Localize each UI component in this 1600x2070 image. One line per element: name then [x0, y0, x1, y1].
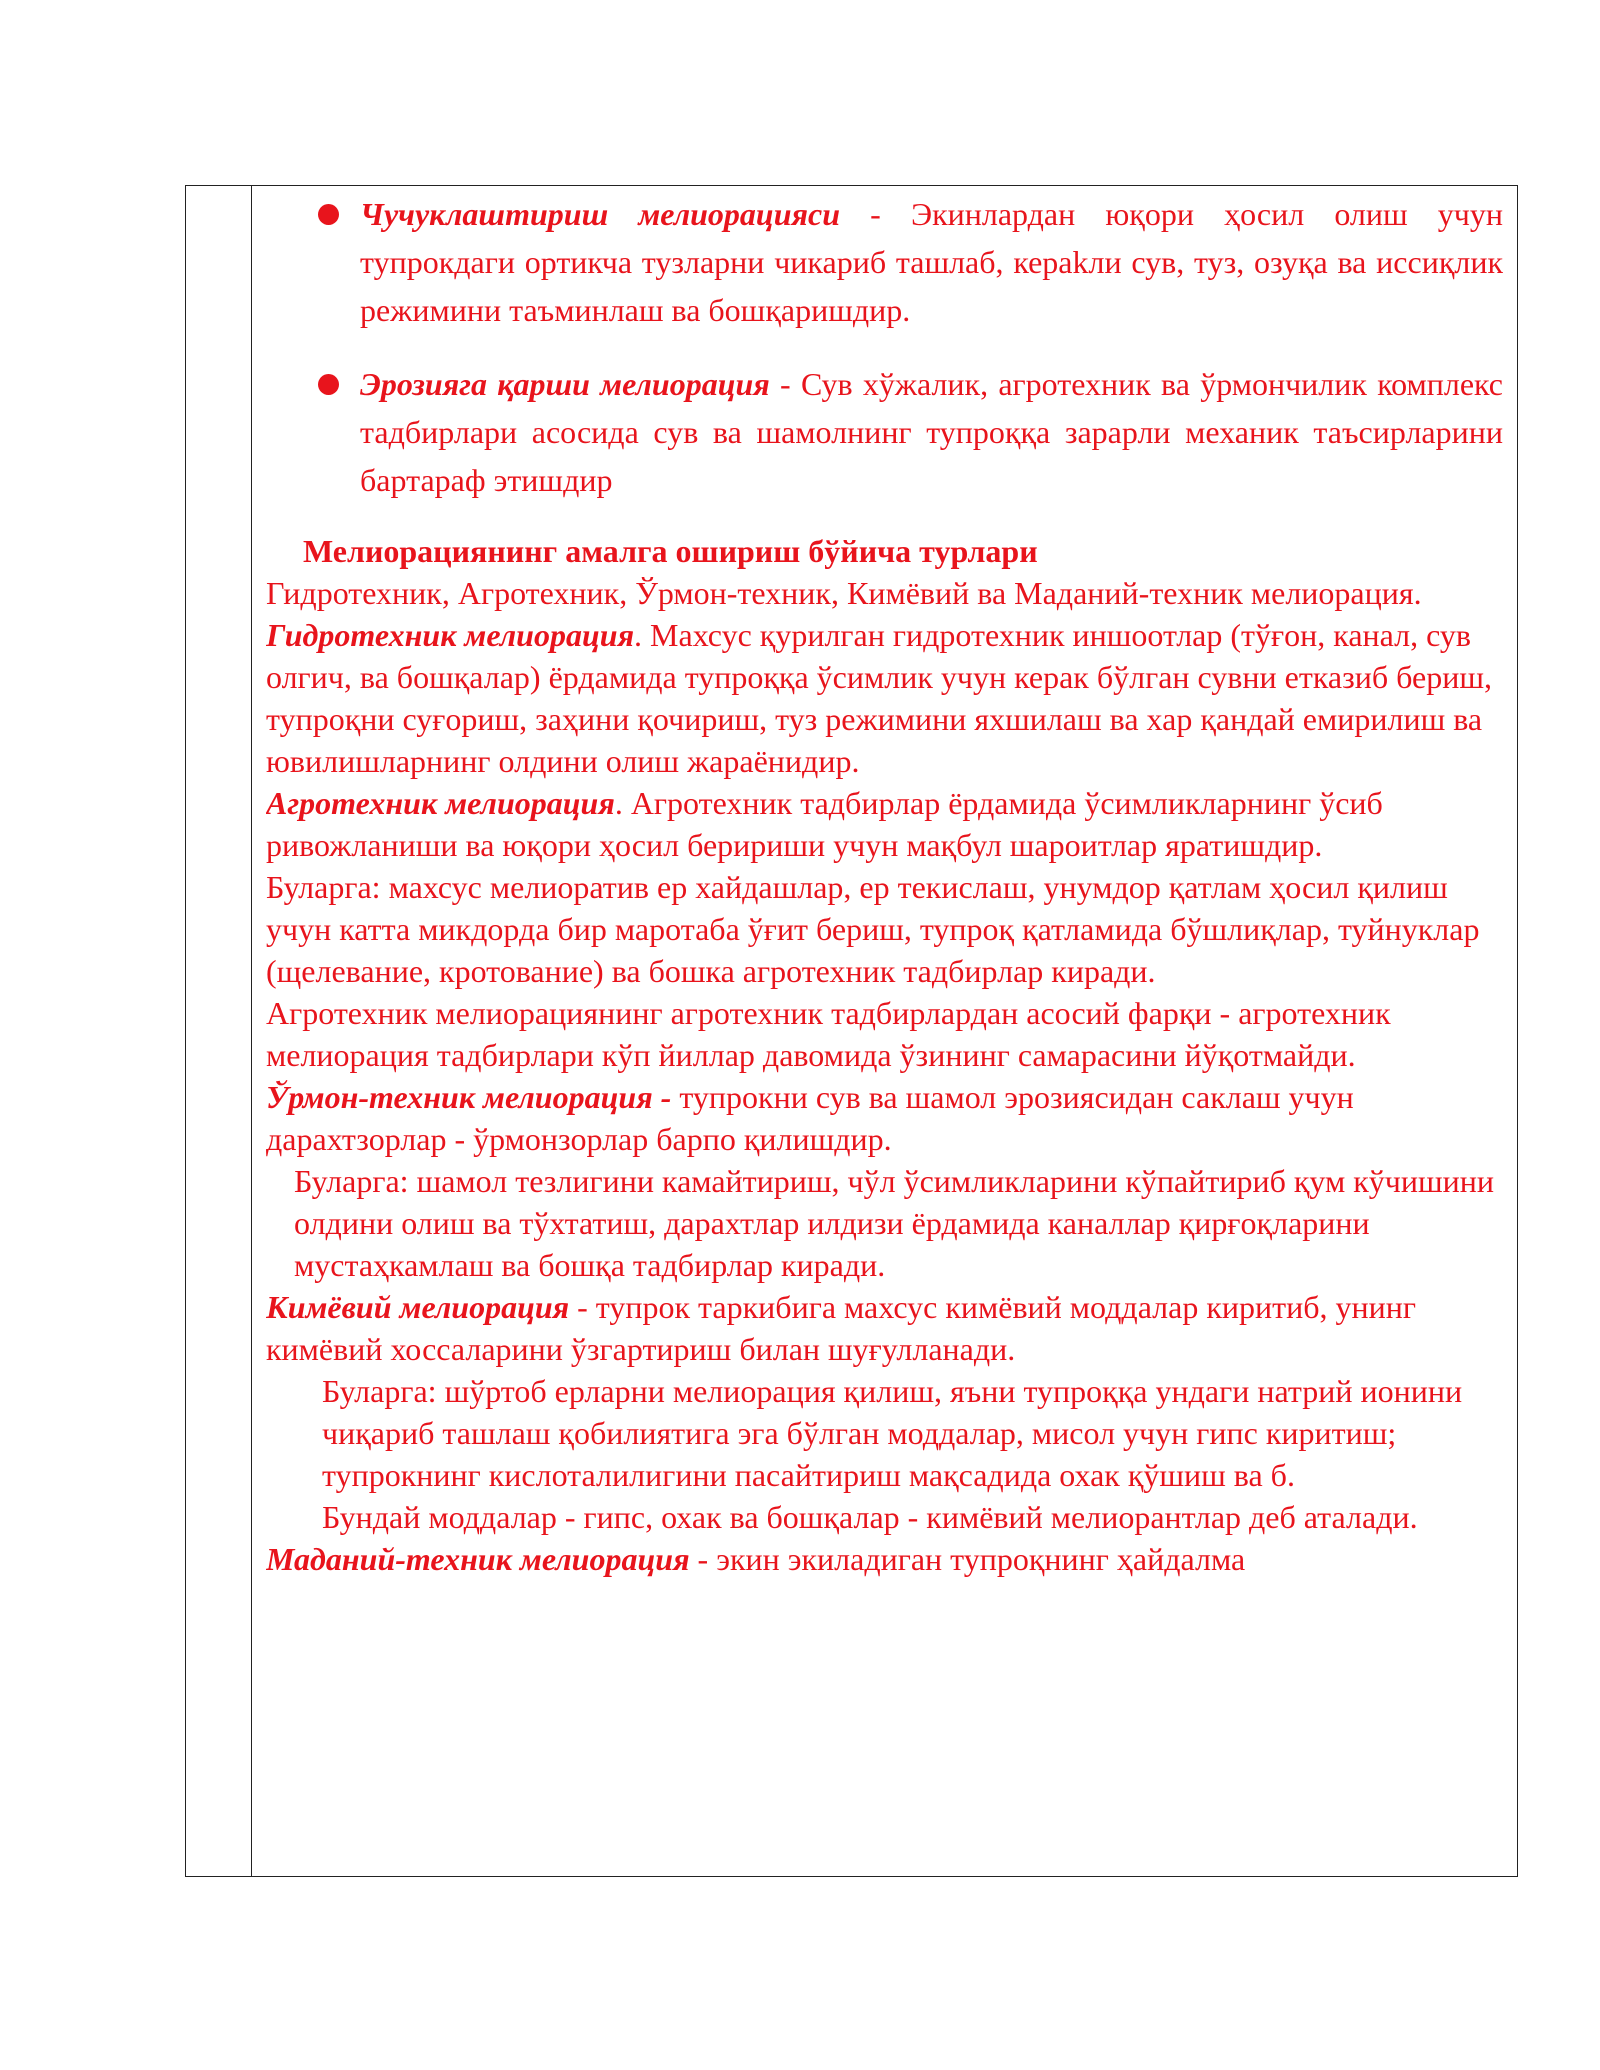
agro-text: . Агротехник тадбирлар ёрдамида ўсимликларнинг ўсиб ривожланиши ва юқори ҳосил беририши учун мақбул шароитлар яратишдир. [266, 785, 1383, 863]
hydro-paragraph [266, 614, 1503, 782]
bullet-term: Чучуклаштириш мелиорацияси [360, 196, 840, 232]
agro-difference-paragraph: Агротехник мелиорациянинг агротехник тадбирлардан асосий фарқи - агротехник мелиорация тадбирлари кўп йиллар давомида ўзининг самарасини йўқотмайди. [266, 995, 1391, 1073]
bullet-dot-icon [318, 204, 339, 225]
bullet-dot-icon [318, 374, 339, 395]
agro-term: Агротехник мелиорация [266, 785, 615, 821]
forest-measures-paragraph: Буларга: шамол тезлигини камайтириш, чўл ўсимликларини кўпайтириб қум кўчишини олдини олиш ва тўхтатиш, дарахтлар илдизи ёрдамида каналлар қирғоқларини мустаҳкамлаш ва бошқа тадбирлар киради. [294, 1163, 1495, 1283]
types-list: Гидротехник, Агротехник, Ўрмон-техник, Кимёвий ва Маданий-техник мелиорация. [266, 575, 1422, 611]
cultural-paragraph [266, 1538, 1503, 1580]
forest-paragraph [266, 1076, 1503, 1160]
bullet-text: Экинлардан юқори ҳосил олиш учун тупрокдаги ортикча тузларни чикариб ташлаб, кераkли сув, туз, озуқа ва иссиқлик режимини таъминлаш ва бошқаришдир. [360, 196, 1503, 328]
forest-term: Ўрмон-техник мелиорация - [266, 1079, 672, 1115]
table-column-divider [251, 186, 252, 1876]
text-cell [266, 190, 1503, 1876]
chem-note-paragraph: Бундай моддалар - гипс, охак ва бошқалар - кимёвий мелиорантлар деб аталади. [322, 1499, 1418, 1535]
agro-paragraph [266, 782, 1503, 866]
cultural-term: Маданий-техник мелиорация [266, 1541, 690, 1577]
section-heading: Мелиорациянинг амалга ошириш бўйича турлари [303, 533, 1038, 569]
bullet-text: Сув хўжалик, агротехник ва ўрмончилик комплекс тадбирлари асосида сув ва шамолнинг тупроққа зарарли механик таъсирларини бартараф этишдир [360, 366, 1503, 498]
bullet-item-desalination [266, 190, 1503, 334]
bullet-separator: - [840, 196, 911, 232]
agro-measures-paragraph: Буларга: махсус мелиоратив ер хайдашлар, ер текислаш, унумдор қатлам ҳосил қилиш учун катта микдорда бир маротаба ўғит бериш, тупроқ қатламида бўшлиқлар, туйнуклар (щелевание, кротование) ва бошка агротехник тадбирлар киради. [266, 869, 1480, 989]
bullet-separator: - [769, 366, 801, 402]
bullet-item-anti-erosion [266, 360, 1503, 504]
chem-text: - тупрок таркибига махсус кимёвий моддалар киритиб, унинг кимёвий хоссаларини ўзгартириш билан шуғулланади. [266, 1289, 1417, 1367]
chem-paragraph [266, 1286, 1503, 1370]
bullet-term: Эрозияга қарши мелиорация [360, 366, 770, 402]
cultural-text: - экин экиладиган тупроқнинг ҳайдалма [689, 1541, 1246, 1577]
forest-text: тупрокни сув ва шамол эрозиясидан саклаш учун дарахтзорлар - ўрмонзорлар барпо қилишдир. [266, 1079, 1354, 1157]
bullet-list [266, 190, 1503, 504]
hydro-text: . Махсус қурилган гидротехник иншоотлар (тўғон, канал, сув олгич, ва бошқалар) ёрдамида тупроққа ўсимлик учун керак бўлган сувни етказиб бериш, тупроқни суғориш, заҳини қочириш, туз режимини яхшилаш ва хар қандай емирилиш ва ювилишларнинг олдини олиш жараёнидир. [266, 617, 1492, 779]
content-table [185, 185, 1518, 1877]
chem-term: Кимёвий мелиорация [266, 1289, 570, 1325]
chem-measures-paragraph: Буларга: шўртоб ерларни мелиорация қилиш, яъни тупроққа ундаги натрий ионини чиқариб ташлаш қобилиятига эга бўлган моддалар, мисол учун гипс киритиш; тупрокнинг кислоталилигини пасайтириш мақсадида охак қўшиш ва б. [322, 1373, 1463, 1493]
hydro-term: Гидротехник мелиорация [266, 617, 635, 653]
